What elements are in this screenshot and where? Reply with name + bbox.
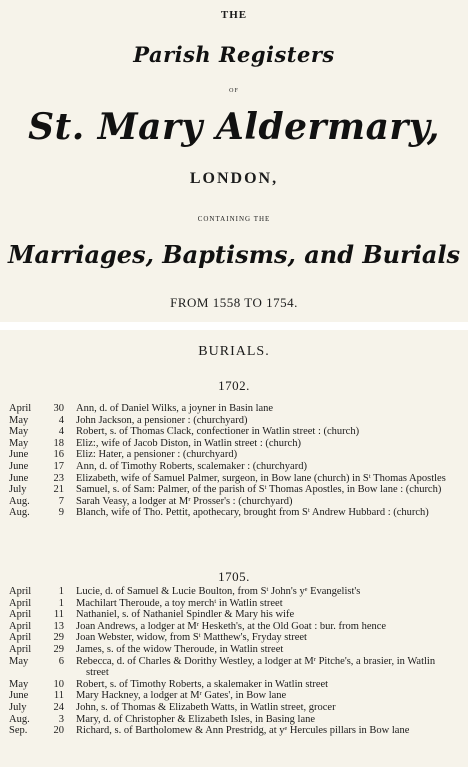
burial-entry <box>0 438 468 450</box>
entry-day: 7 <box>58 495 64 507</box>
entry-day: 10 <box>53 678 64 690</box>
title-page <box>0 0 468 322</box>
burial-entry <box>0 426 468 438</box>
entry-day: 16 <box>53 449 64 461</box>
title-parish-registers: Parish Registers <box>133 42 335 67</box>
burial-entry <box>0 725 468 737</box>
entry-text: Rebecca, d. of Charles & Dorithy Westley, a lodger at Mʳ Pitche's, a brasier, in Watlin street <box>76 655 436 679</box>
entry-text: Mary Hackney, a lodger at Mʳ Gates', in Bow lane <box>76 690 287 702</box>
title-the: THE <box>220 9 248 21</box>
entry-month: May <box>9 655 29 667</box>
entry-day: 1 <box>58 586 64 597</box>
entry-day: 23 <box>53 472 64 484</box>
entry-month: May <box>9 426 29 438</box>
entry-text: Joan Andrews, a lodger at Mʳ Hesketh's, at the Old Goat : bur. from hence <box>76 620 387 632</box>
burial-entry <box>0 449 468 461</box>
entry-text: Eliz: Hater, a pensioner : (churchyard) <box>76 449 238 461</box>
entry-month: April <box>9 586 32 597</box>
burial-entry <box>0 415 468 427</box>
burial-entry <box>0 609 468 621</box>
burial-entry <box>0 656 468 679</box>
entry-day: 1 <box>58 597 64 609</box>
entry-day: 21 <box>53 484 64 496</box>
entry-month: Aug. <box>9 713 30 725</box>
entry-text: Blanch, wife of Tho. Pettit, apothecary, brought from Sᵗ Andrew Hubbard : (church) <box>76 507 429 519</box>
entry-month: June <box>9 460 29 472</box>
title-city: LONDON, <box>189 170 279 187</box>
burial-entry <box>0 644 468 656</box>
burials-heading: BURIALS. <box>198 344 270 359</box>
entry-text: Samuel, s. of Sam: Palmer, of the parish of Sᵗ Thomas Apostles, in Bow lane : (church) <box>76 484 442 496</box>
entry-text: Robert, s. of Thomas Clack, confectioner in Watlin street : (church) <box>76 426 360 438</box>
entry-day: 4 <box>58 426 64 438</box>
burial-entry <box>0 632 468 644</box>
entry-day: 18 <box>53 437 64 449</box>
title-date-range: FROM 1558 TO 1754. <box>170 295 298 310</box>
entry-month: April <box>9 609 32 621</box>
entry-month: April <box>9 620 32 632</box>
burial-entry <box>0 702 468 714</box>
entry-text: Eliz:, wife of Jacob Diston, in Watlin street : (church) <box>76 437 301 449</box>
burial-entry <box>0 621 468 633</box>
entry-day: 20 <box>53 725 64 737</box>
entry-month: June <box>9 449 29 461</box>
entries-1705 <box>0 586 468 737</box>
burials-page <box>0 330 468 767</box>
burial-entry <box>0 461 468 473</box>
entry-text: John Jackson, a pensioner : (churchyard) <box>76 414 248 426</box>
entry-month: June <box>9 472 29 484</box>
entry-month: April <box>9 403 32 414</box>
year-heading-1702: 1702. <box>218 378 250 393</box>
entry-day: 11 <box>53 609 64 621</box>
entry-day: 6 <box>58 655 64 667</box>
entry-text: Ann, d. of Timothy Roberts, scalemaker : (churchyard) <box>76 460 307 472</box>
burial-entry <box>0 586 468 598</box>
entry-month: May <box>9 678 29 690</box>
burial-entry <box>0 690 468 702</box>
entry-month: July <box>9 484 27 496</box>
entry-text: John, s. of Thomas & Elizabeth Watts, in Watlin street, grocer <box>76 701 336 713</box>
entry-day: 9 <box>58 507 64 519</box>
entry-month: Aug. <box>9 495 30 507</box>
entry-day: 3 <box>58 713 64 725</box>
entry-day: 17 <box>53 460 64 472</box>
entry-text: Joan Webster, widow, from Sᵗ Matthew's, Fryday street <box>76 632 307 644</box>
entry-day: 29 <box>53 643 64 655</box>
entry-text: Sarah Veasy, a lodger at Mʳ Prosser's : (churchyard) <box>76 495 293 507</box>
entry-text: Elizabeth, wife of Samuel Palmer, surgeon, in Bow lane (church) in Sᵗ Thomas Apostles <box>76 472 446 484</box>
entry-text: Nathaniel, s. of Nathaniel Spindler & Mary his wife <box>76 609 295 621</box>
entry-day: 13 <box>53 620 64 632</box>
title-of: OF <box>229 88 239 94</box>
entry-day: 24 <box>53 701 64 713</box>
entry-day: 29 <box>53 632 64 644</box>
entry-day: 30 <box>53 403 64 414</box>
entry-text: Robert, s. of Timothy Roberts, a skalemaker in Watlin street <box>76 678 329 690</box>
entry-month: Sep. <box>9 725 28 737</box>
entry-text: Mary, d. of Christopher & Elizabeth Isles, in Basing lane <box>76 713 316 725</box>
burial-entry <box>0 496 468 508</box>
year-heading-1705: 1705. <box>218 569 250 584</box>
entry-month: May <box>9 437 29 449</box>
entry-month: April <box>9 643 32 655</box>
burial-entry <box>0 714 468 726</box>
entry-text: Lucie, d. of Samuel & Lucie Boulton, from Sᵗ John's yᵉ Evangelist's <box>76 586 361 597</box>
entry-text: Ann, d. of Daniel Wilks, a joyner in Basin lane <box>76 403 274 414</box>
entry-text: James, s. of the widow Theroude, in Watlin street <box>76 643 284 655</box>
burial-entry <box>0 507 468 519</box>
burial-entry <box>0 598 468 610</box>
entry-text: Machilart Theroude, a toy merchᵗ in Watlin street <box>76 597 283 609</box>
burial-entry <box>0 484 468 496</box>
entry-text: Richard, s. of Bartholomew & Ann Prestridg, at yᵉ Hercules pillars in Bow lane <box>76 725 410 737</box>
entry-month: May <box>9 414 29 426</box>
title-contents: Marriages, Baptisms, and Burials <box>7 240 461 269</box>
burial-entry <box>0 679 468 691</box>
burial-entry <box>0 403 468 415</box>
burial-entry <box>0 473 468 485</box>
entry-day: 11 <box>53 690 64 702</box>
entry-month: July <box>9 701 27 713</box>
title-church-name: St. Mary Aldermary, <box>28 106 440 148</box>
entry-month: Aug. <box>9 507 30 519</box>
entry-month: June <box>9 690 29 702</box>
entry-day: 4 <box>58 414 64 426</box>
entry-month: April <box>9 597 32 609</box>
title-containing: CONTAINING THE <box>197 215 271 223</box>
entry-month: April <box>9 632 32 644</box>
entries-1702 <box>0 403 468 519</box>
